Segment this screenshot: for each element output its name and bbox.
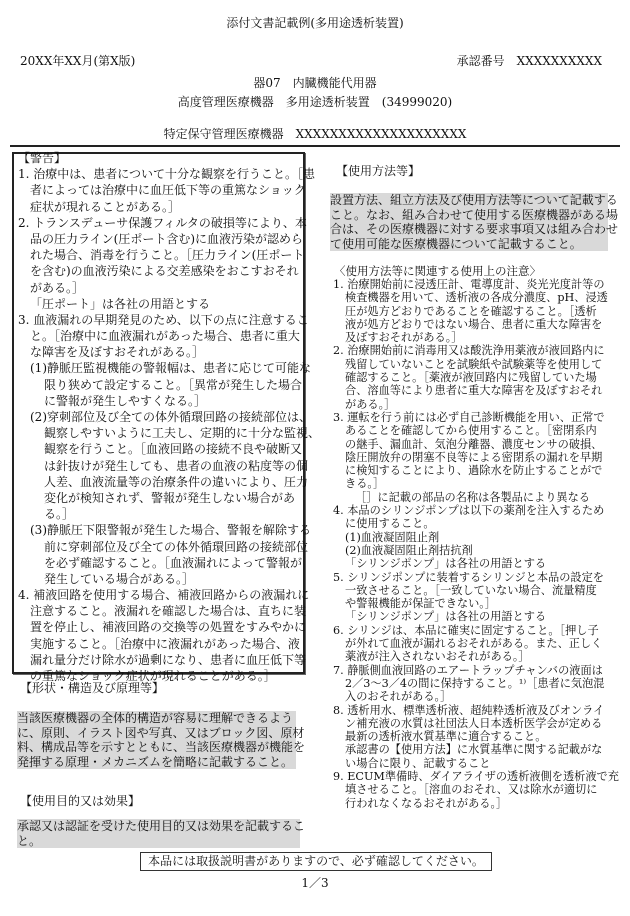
text-line: 合、溶血等により患者に重大な障害を及ぼすおそれ [345,384,603,398]
device-name: 高度管理医療機器 多用途透析装置 (34999020) [177,95,453,109]
text-line: 8. 透析用水、標準透析液、超純粋透析液及びオンライ [333,703,605,717]
text-line: 7. 静脈側血液回路のエアートラップチャンバの液面は [333,663,603,677]
text-line: 3. 運転を行う前には必ず自己診断機能を用い、正常で [333,410,605,424]
text-line: 品の圧力ライン(圧ポート含む)に血液汚染が認めら [30,231,304,246]
text-line: に使用すること。 [345,517,435,531]
text-line: (2)血液凝固阻止剤拮抗剤 [345,543,473,557]
text-line: 実施すること。［治療中に液漏れがあった場合、液 [30,636,300,651]
text-line: 【警告】 [18,151,67,165]
text-line: の重篤なショック症状が現れることがある。］ [30,669,276,683]
text-line: 9. ECUM準備時、ダイアライザの透析液側を透析液で充 [333,769,619,783]
text-line: がある。］ [30,280,85,295]
text-line: 4. 本品のシリンジポンプは以下の薬剤を注入するため [333,504,605,518]
text-line: 一致させること。［一致していない場合、流量精度 [345,583,597,597]
text-line: る。］ [44,507,75,522]
text-line: を含む)の血液汚染による交差感染をおこすおそれ [30,264,299,279]
text-line: (1)静脈圧監視機能の警報幅は、患者に応じて可能な [30,361,312,376]
text-line: 発揮する原理・メカニズムを簡略に記載すること。 [17,754,294,769]
text-line: 陰圧開放弁の閉塞不良等による密閉系の漏れを早期 [345,450,603,464]
text-line: 4. 補液回路を使用する場合、補液回路からの液漏れに [18,588,310,603]
text-line: 検査機器を用いて、透析液の各成分濃度、pH、浸透 [345,291,608,305]
purpose-text [17,819,306,848]
text-line: 当該医療機器の全体的構造が容易に理解できるよう [17,711,294,725]
text-line: 液が処方どおりではない場合、患者に重大な障害を [345,317,603,331]
usage-heading: 【使用方法等】 [336,164,421,178]
text-line: の継手、漏血計、気泡分離器、濃度センサの破損、 [345,437,603,451]
text-line: に検知することにより、過除水を防止することがで [345,464,603,478]
classification: 器07 内臓機能代用器 [253,76,377,90]
text-line: 置を停止し、補液回路の交換等の処置をすみやかに [30,620,307,635]
text-line: 設置方法、組立方法及び使用方法等について記載する [330,193,618,207]
text-line: 入のおそれがある。］ [345,690,452,704]
text-line: 1. 治療開始前に浸透圧計、電導度計、炎光光度計等の [333,278,605,291]
text-line: て使用可能な医療機器について記載すること。 [330,236,582,251]
text-line: と。［治療中に血液漏れがあった場合、患者に重大 [30,329,300,344]
text-line: 漏れ量分だけ除水が過剰になり、患者に血圧低下等 [30,652,307,667]
header-divider [10,145,620,147]
text-line: 症状が現れることがある。］ [30,199,181,214]
manual-notice: 本品には取扱説明書がありますので、必ず確認してください。 [140,852,492,871]
text-line: きる。］ [345,477,385,491]
purpose-heading: 【使用目的又は効果】 [20,794,141,808]
text-line: 2. 治療開始前に消毒用又は酸洗浄用薬液が液回路内に [333,344,605,358]
text-line: 観察を行うこと。［血液回路の接続不良や破断又 [44,442,303,457]
text-line: と。 [17,833,42,848]
text-line: 填させること。［溶血のおそれ、又は除水が適切に [345,783,598,797]
text-line: い場合に限り、記載すること [345,756,491,770]
document-title: 添付文書記載例(多用途透析装置) [226,16,404,30]
text-line: 行われなくなるおそれがある。］ [345,796,508,810]
page-number: 1／3 [301,876,329,890]
text-line: 「シリンジポンプ」は各社の用語とする [345,557,547,571]
text-line: 人差、血液流量等の治療条件の違いにより、圧力 [44,474,309,489]
text-line: 者によっては治療中に血圧低下等の重篤なショック [30,183,306,198]
text-line: は針抜けが発生しても、患者の血液の粘度等の個 [44,458,309,473]
text-line: 2／3～3／4の間に保持すること。¹⁾［患者に気泡混 [345,676,605,690]
text-line: 注意すること。液漏れを確認した場合は、直ちに装 [30,604,307,619]
text-line: (2)穿刺部位及び全ての体外循環回路の接続部位は、 [30,410,312,424]
text-line: 2. トランスデューサ保護フィルタの破損等により、本 [18,215,307,230]
text-line: 変化が検知されず、警報が発生しない場合があ [44,490,296,505]
text-line: 3. 血液漏れの早期発見のため、以下の点に注意するこ [18,312,309,327]
text-line: あることを確認してから使用すること。［密閉系内 [345,424,597,438]
text-line: 5. シリンジポンプに装着するシリンジと本品の設定を [333,570,604,584]
text-line: に警報が発生しやすくなる。］ [44,393,207,408]
warning-section [18,150,320,684]
text-line: が外れて血液が漏れるおそれがある。また、正しく [345,637,603,651]
approval-number: 承認番号 XXXXXXXXXX [456,54,602,68]
text-line: (1)血液凝固阻止剤 [345,530,440,544]
text-line: がある。］ [345,397,396,411]
text-line: 最新の透析液水質基準に適合すること。 [345,730,547,744]
text-line: 及ぼすおそれがある。］ [345,331,463,345]
text-line: 1. 治療中は、患者について十分な観察を行うこと。［患 [18,167,316,182]
text-line: ［］に記載の部品の名称は各製品により異なる [355,490,590,504]
text-line: こと。なお、組み合わせて使用する医療機器がある場 [330,207,619,222]
precautions-heading: 〈使用方法等に関連する使用上の注意〉 [334,264,541,278]
text-line: 料、構成品等を示すとともに、当該医療機器が機能を [17,740,306,754]
text-line: 承認書の【使用方法】に水質基準に関する記載がな [345,743,603,757]
text-line: 「シリンジポンプ」は各社の用語とする [345,610,547,624]
text-line: 承認又は認証を受けた使用目的又は効果を記載するこ [17,819,306,833]
text-line: 残留していないことを試験紙や試験薬等を使用して [345,357,603,371]
text-line: 限り狭めて設定すること。［異常が発生した場合 [44,377,303,392]
structure-heading: 【形状・構造及び原理等】 [20,681,165,695]
usage-text [330,193,619,251]
text-line: な障害を及ぼすおそれがある。］ [30,345,205,360]
text-line: 前に穿刺部位及び全ての体外循環回路の接続部位 [44,539,309,554]
text-line: に、原則、イラスト図や写真、又はブロック図、原材 [17,725,305,740]
date-edition: 20XX年XX月(第X版) [20,54,136,68]
text-line: や警報機能が保証できない。］ [345,597,497,611]
text-line: 合は、その医療機器に対する要求事項又は組み合わせ [330,222,619,236]
precautions-list [333,278,619,810]
text-line: れた場合、消毒を行うこと。［圧力ライン(圧ポート [30,248,305,263]
text-line: 6. シリンジは、本品に確実に固定すること。［押し子 [333,623,599,637]
text-line: 発生している場合がある。］ [44,571,195,586]
text-line: 「圧ポート」は各社の用語とする [30,296,211,311]
text-line: ン補充液の水質は社団法人日本透析医学会が定める [345,716,603,730]
structure-text [17,711,306,769]
text-line: (3)静脈圧下限警報が発生した場合、警報を解除する [30,523,312,538]
text-line: を必ず確認すること。［血液漏れによって警報が [44,555,303,570]
maintenance-label: 特定保守管理医療機器 XXXXXXXXXXXXXXXXXXXX [163,127,467,141]
text-line: 薬液が注入されないおそれがある。］ [345,650,530,664]
text-line: 圧が処方どおりであることを確認すること。［透析 [345,304,597,318]
text-line: 確認すること。［薬液が液回路内に残留していた場 [345,371,597,385]
text-line: 観察しやすいように工夫し、定期的に十分な監視、 [44,426,321,441]
